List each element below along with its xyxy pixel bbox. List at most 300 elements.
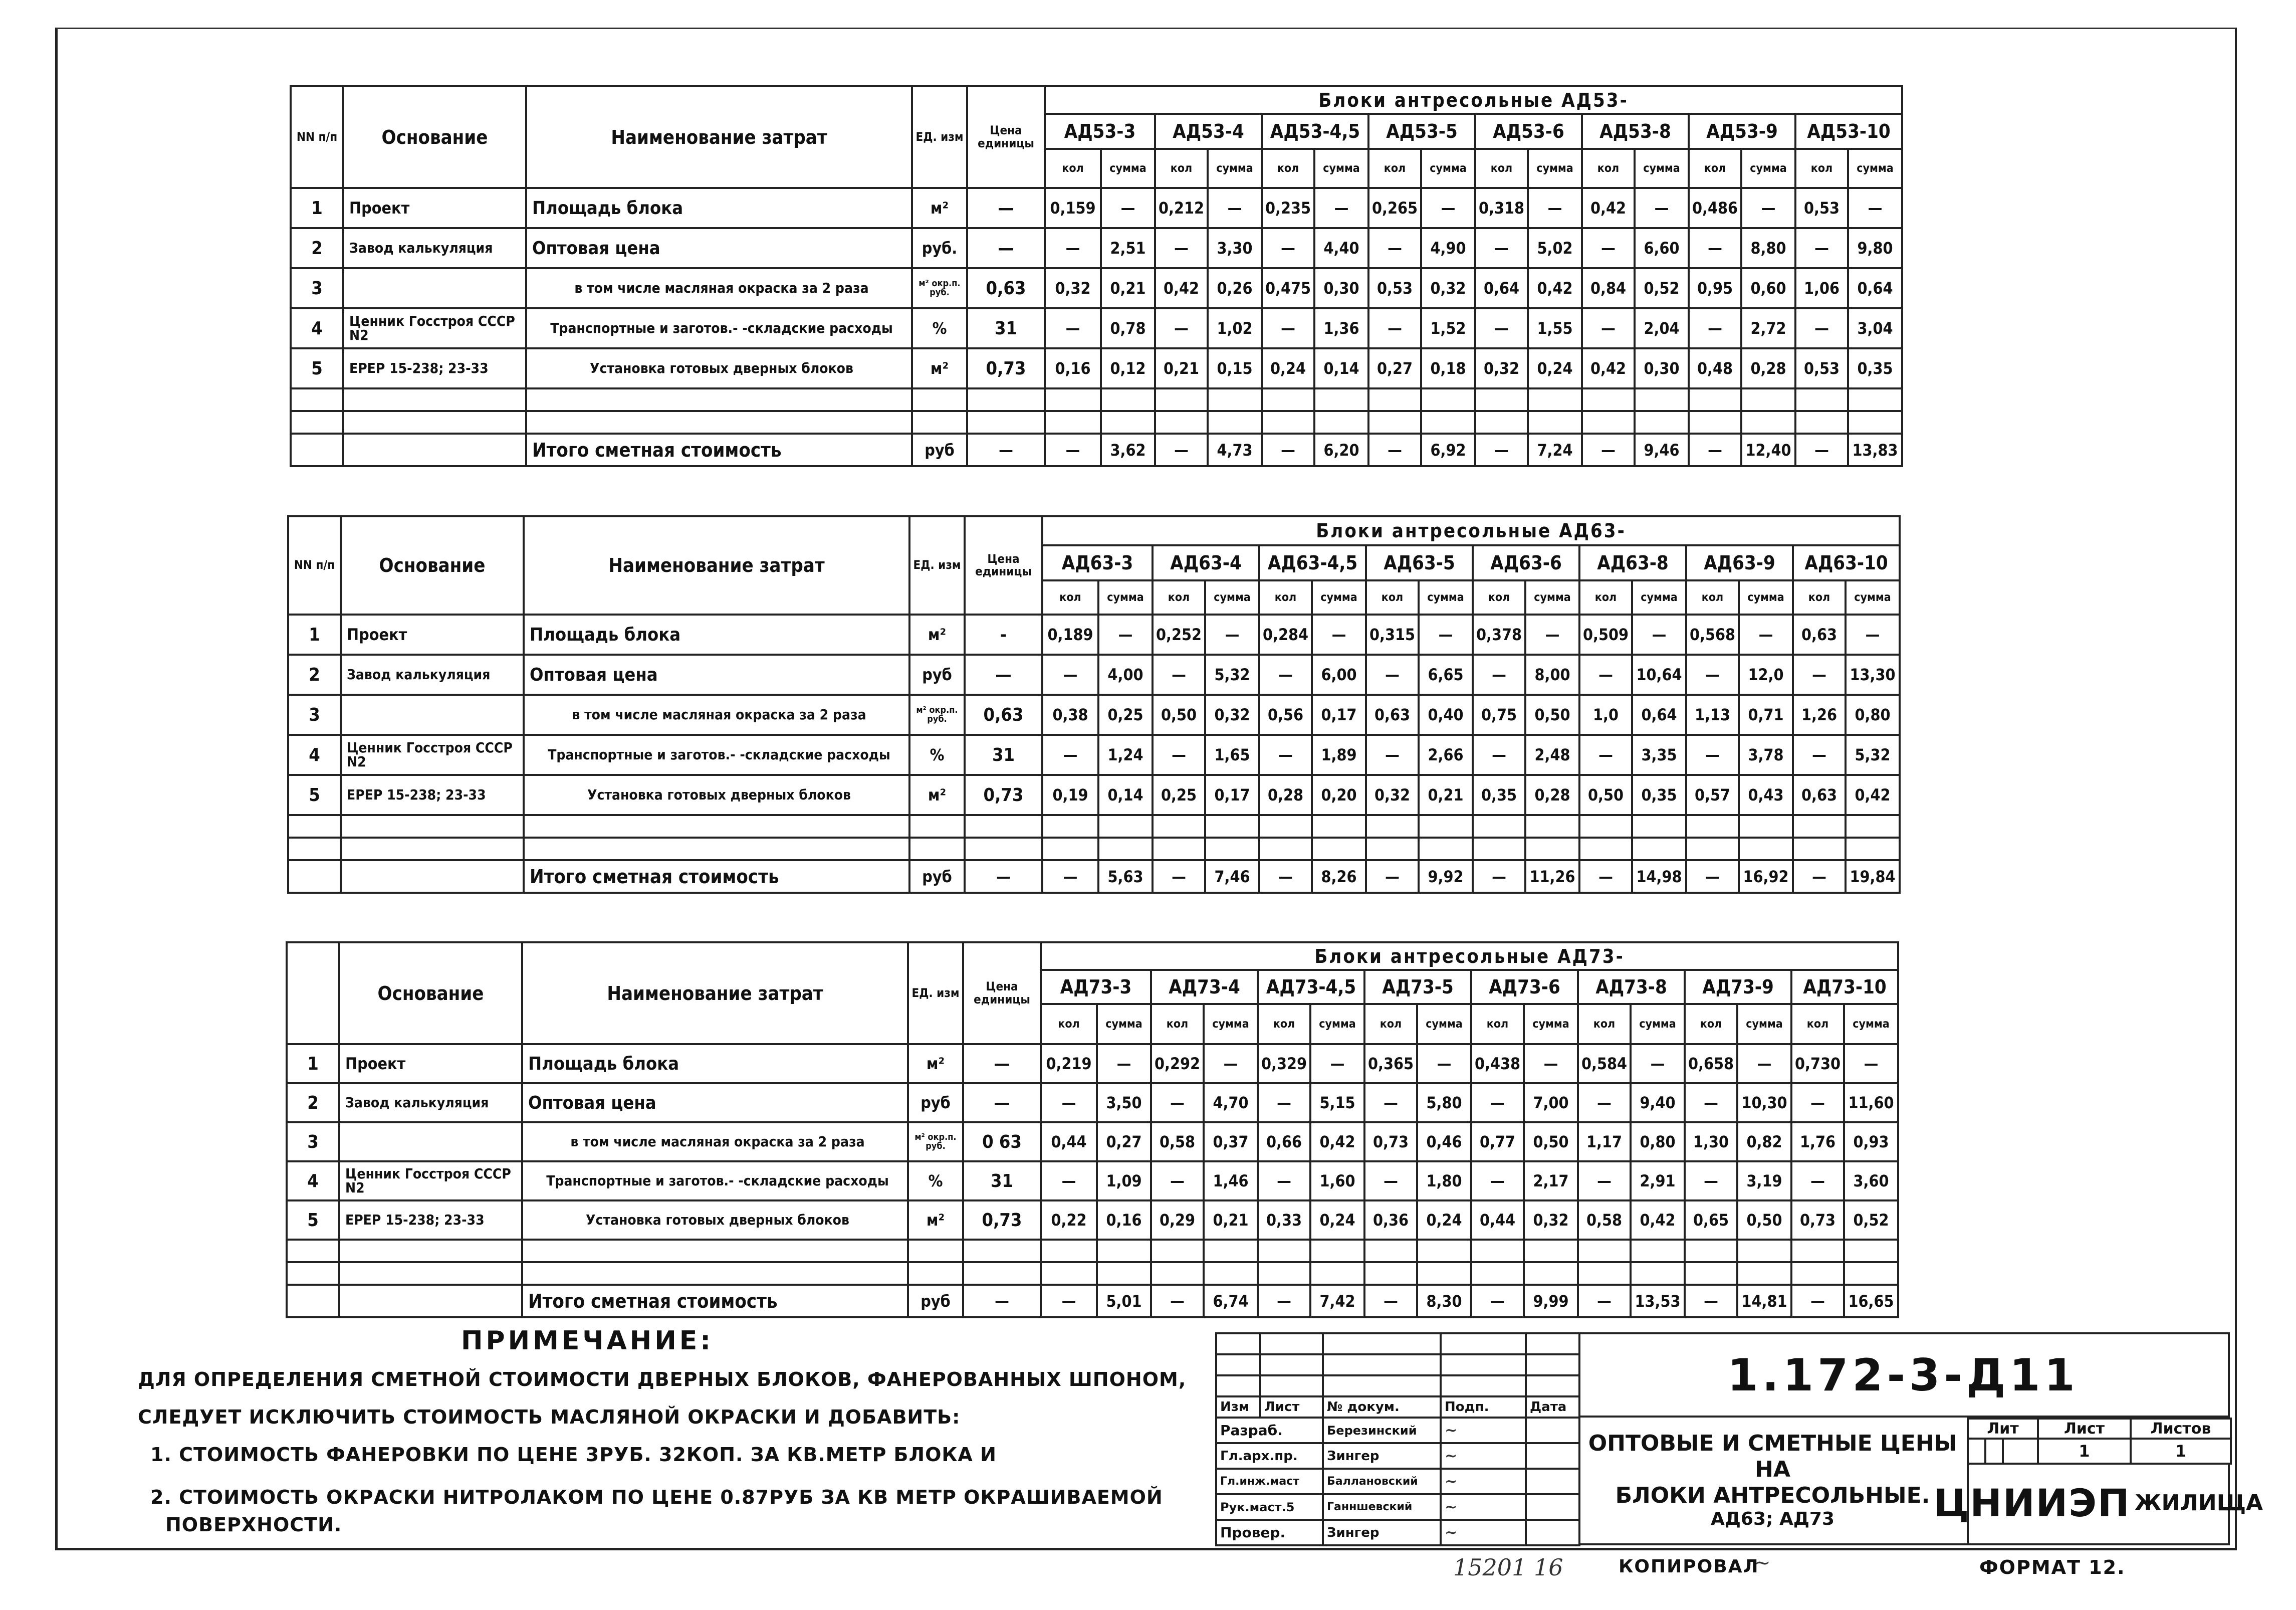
cell-kol: 0,584 bbox=[1578, 1044, 1631, 1083]
empty-cell bbox=[1632, 838, 1686, 860]
empty-cell bbox=[1791, 1262, 1844, 1285]
row-number: 2 bbox=[291, 228, 343, 268]
empty-cell bbox=[1795, 388, 1848, 411]
cell-summa: 5,80 bbox=[1417, 1083, 1471, 1122]
cell-summa: 0,14 bbox=[1314, 348, 1368, 388]
empty-cell bbox=[526, 411, 912, 434]
cell-kol: 0,378 bbox=[1473, 615, 1525, 655]
cell-kol: 0,568 bbox=[1686, 615, 1739, 655]
signature-1: ~ bbox=[1441, 1418, 1526, 1443]
row-ed-izm: % bbox=[908, 1161, 963, 1200]
signature-5: ~ bbox=[1441, 1520, 1526, 1545]
cell-kol: — bbox=[1795, 228, 1848, 268]
cell-kol: — bbox=[1685, 1161, 1737, 1200]
cell-summa: 0,50 bbox=[1524, 1122, 1578, 1161]
row-ed-izm: м² bbox=[909, 775, 965, 815]
empty-cell bbox=[1471, 1240, 1524, 1262]
total-summa: 9,99 bbox=[1524, 1285, 1578, 1317]
total-summa: 7,46 bbox=[1205, 860, 1259, 893]
total-summa: 8,26 bbox=[1312, 860, 1366, 893]
col-doc: № докум. bbox=[1323, 1396, 1441, 1418]
cell-summa: 3,35 bbox=[1632, 735, 1686, 775]
empty-cell bbox=[1417, 1240, 1471, 1262]
empty-cell bbox=[1686, 838, 1739, 860]
doc-title-line-4: АД63; АД73 bbox=[1711, 1509, 1834, 1530]
cell-summa: 0,32 bbox=[1421, 268, 1475, 308]
empty-cell bbox=[343, 388, 526, 411]
total-ed: руб bbox=[908, 1285, 963, 1317]
cell-summa: 0,24 bbox=[1417, 1200, 1471, 1240]
cell-summa: 5,32 bbox=[1846, 735, 1900, 775]
total-summa: 4,73 bbox=[1208, 434, 1262, 466]
row-naimenovanie: Оптовая цена bbox=[522, 1083, 908, 1122]
cell-kol: — bbox=[1258, 1083, 1310, 1122]
cell-summa: 9,40 bbox=[1631, 1083, 1685, 1122]
header-kol: кол bbox=[1579, 580, 1632, 615]
empty-cell bbox=[1153, 838, 1205, 860]
row-osnovanie bbox=[341, 695, 524, 735]
cell-summa: 0,64 bbox=[1848, 268, 1902, 308]
total-label: Итого сметная стоимость bbox=[526, 434, 912, 466]
cell-kol: — bbox=[1793, 735, 1846, 775]
empty-cell bbox=[288, 838, 341, 860]
total-summa: 13,53 bbox=[1631, 1285, 1685, 1317]
empty-cell bbox=[1524, 1262, 1578, 1285]
empty-cell bbox=[967, 388, 1045, 411]
row-naimenovanie: Установка готовых дверных блоков bbox=[524, 775, 909, 815]
empty-cell bbox=[287, 1240, 339, 1262]
header-kol: кол bbox=[1793, 580, 1846, 615]
cell-kol: — bbox=[1258, 1161, 1310, 1200]
total-osnovanie bbox=[341, 860, 524, 893]
cell-summa: 1,24 bbox=[1098, 735, 1153, 775]
header-summa: сумма bbox=[1314, 149, 1368, 188]
empty-cell bbox=[1631, 1262, 1685, 1285]
cell-kol: — bbox=[1041, 1161, 1097, 1200]
row-number: 3 bbox=[288, 695, 341, 735]
empty-cell bbox=[1473, 838, 1525, 860]
row-number: 5 bbox=[291, 348, 343, 388]
header-summa: сумма bbox=[1739, 580, 1793, 615]
cell-summa: — bbox=[1312, 615, 1366, 655]
cell-kol: 0,25 bbox=[1153, 775, 1205, 815]
cell-kol: 0,57 bbox=[1686, 775, 1739, 815]
cell-kol: 0,77 bbox=[1471, 1122, 1524, 1161]
note-line-4: 2. СТОИМОСТЬ ОКРАСКИ НИТРОЛАКОМ ПО ЦЕНЕ 0.87РУБ ЗА КВ МЕТР ОКРАШИВАЕМОЙ bbox=[150, 1486, 1163, 1508]
empty-cell bbox=[1848, 388, 1902, 411]
cell-kol: 0,53 bbox=[1795, 348, 1848, 388]
row-ed-izm: м² bbox=[912, 348, 967, 388]
cell-kol: 0,212 bbox=[1155, 188, 1208, 228]
cell-summa: 1,46 bbox=[1204, 1161, 1258, 1200]
total-kol: — bbox=[1262, 434, 1314, 466]
row-osnovanie: ЕРЕР 15-238; 23-33 bbox=[341, 775, 524, 815]
cell-summa: 2,72 bbox=[1741, 308, 1795, 348]
header-summa: сумма bbox=[1101, 149, 1155, 188]
cell-summa: — bbox=[1097, 1044, 1151, 1083]
header-naimenovanie: Наименование затрат bbox=[526, 86, 912, 188]
row-naimenovanie: Транспортные и заготов.- -складские расходы bbox=[522, 1161, 908, 1200]
cell-kol: 0,58 bbox=[1578, 1200, 1631, 1240]
empty-cell bbox=[1208, 388, 1262, 411]
total-kol: — bbox=[1151, 1285, 1204, 1317]
header-block-2: АД53-4 bbox=[1155, 114, 1262, 149]
cell-kol: — bbox=[1153, 735, 1205, 775]
header-cena: Цена единицы bbox=[965, 516, 1042, 615]
cell-kol: — bbox=[1582, 228, 1635, 268]
empty-cell bbox=[1635, 388, 1689, 411]
cell-kol: 0,75 bbox=[1473, 695, 1525, 735]
table-row bbox=[287, 1200, 1898, 1240]
role-razrab: Разраб. bbox=[1216, 1418, 1323, 1443]
total-kol: — bbox=[1793, 860, 1846, 893]
total-ed: руб bbox=[912, 434, 967, 466]
cell-kol: — bbox=[1791, 1161, 1844, 1200]
cell-kol: 0,36 bbox=[1364, 1200, 1417, 1240]
table-row bbox=[291, 308, 1902, 348]
header-block-1: АД63-3 bbox=[1042, 545, 1153, 580]
empty-cell bbox=[912, 388, 967, 411]
empty-cell bbox=[1791, 1240, 1844, 1262]
row-cena: — bbox=[963, 1044, 1041, 1083]
cell-summa: 0,28 bbox=[1525, 775, 1579, 815]
total-kol: — bbox=[1364, 1285, 1417, 1317]
header-cena: Цена единицы bbox=[967, 86, 1045, 188]
cell-summa: — bbox=[1419, 615, 1473, 655]
total-summa: 16,65 bbox=[1844, 1285, 1898, 1317]
total-kol: — bbox=[1153, 860, 1205, 893]
cell-summa: — bbox=[1739, 615, 1793, 655]
row-ed-izm: м² окр.п. руб. bbox=[912, 268, 967, 308]
cell-kol: 0,22 bbox=[1041, 1200, 1097, 1240]
empty-cell bbox=[524, 815, 909, 838]
cell-summa: 0,60 bbox=[1741, 268, 1795, 308]
role-glarh: Гл.арх.пр. bbox=[1216, 1443, 1323, 1469]
cell-kol: 0,19 bbox=[1042, 775, 1098, 815]
cell-summa: — bbox=[1848, 188, 1902, 228]
cell-summa: 0,46 bbox=[1417, 1122, 1471, 1161]
cell-summa: — bbox=[1314, 188, 1368, 228]
total-summa: 16,92 bbox=[1739, 860, 1793, 893]
cell-summa: 0,35 bbox=[1848, 348, 1902, 388]
col-data: Дата bbox=[1526, 1396, 1579, 1418]
doc-title-line-3: БЛОКИ АНТРЕСОЛЬНЫЕ. bbox=[1615, 1483, 1930, 1509]
cell-summa: 0,42 bbox=[1528, 268, 1582, 308]
cell-summa: 1,52 bbox=[1421, 308, 1475, 348]
empty-cell bbox=[288, 815, 341, 838]
total-label: Итого сметная стоимость bbox=[522, 1285, 908, 1317]
org-name: ЦНИИЭП bbox=[1933, 1481, 2131, 1525]
empty-cell bbox=[1685, 1240, 1737, 1262]
cell-kol: — bbox=[1471, 1161, 1524, 1200]
empty-cell bbox=[1739, 815, 1793, 838]
note-line-2: СЛЕДУЕТ ИСКЛЮЧИТЬ СТОИМОСТЬ МАСЛЯНОЙ ОКРАСКИ И ДОБАВИТЬ: bbox=[138, 1406, 961, 1428]
row-osnovanie: ЕРЕР 15-238; 23-33 bbox=[343, 348, 526, 388]
total-kol: — bbox=[1045, 434, 1101, 466]
cell-summa: 0,17 bbox=[1312, 695, 1366, 735]
role-glinzh: Гл.инж.маст bbox=[1216, 1469, 1323, 1494]
header-block-6: АД73-8 bbox=[1578, 970, 1685, 1004]
empty-cell bbox=[339, 1240, 522, 1262]
row-number: 4 bbox=[287, 1161, 339, 1200]
cell-kol: 0,42 bbox=[1582, 188, 1635, 228]
row-naimenovanie: Транспортные и заготов.- -складские расходы bbox=[526, 308, 912, 348]
row-number: 1 bbox=[287, 1044, 339, 1083]
cell-summa: 0,42 bbox=[1631, 1200, 1685, 1240]
name-ruk: Ганншевский bbox=[1323, 1494, 1441, 1520]
cell-kol: — bbox=[1368, 228, 1421, 268]
cell-kol: — bbox=[1475, 308, 1528, 348]
cost-table-ad63 bbox=[287, 515, 1901, 894]
cell-summa: 0,93 bbox=[1844, 1122, 1898, 1161]
cell-summa: — bbox=[1208, 188, 1262, 228]
signature-4: ~ bbox=[1441, 1494, 1526, 1520]
total-kol: — bbox=[1579, 860, 1632, 893]
empty-cell bbox=[1525, 838, 1579, 860]
total-kol: — bbox=[1791, 1285, 1844, 1317]
row-osnovanie: Завод калькуляция bbox=[339, 1083, 522, 1122]
cell-kol: 0,63 bbox=[1366, 695, 1419, 735]
cell-kol: 0,189 bbox=[1042, 615, 1098, 655]
total-osnovanie bbox=[339, 1285, 522, 1317]
header-summa: сумма bbox=[1205, 580, 1259, 615]
total-kol: — bbox=[1471, 1285, 1524, 1317]
empty-cell bbox=[291, 411, 343, 434]
cell-kol: — bbox=[1475, 228, 1528, 268]
cell-kol: 0,658 bbox=[1685, 1044, 1737, 1083]
empty-row bbox=[291, 388, 1902, 411]
row-ed-izm: м² bbox=[912, 188, 967, 228]
empty-cell bbox=[1155, 388, 1208, 411]
row-number: 4 bbox=[288, 735, 341, 775]
header-block-4: АД53-5 bbox=[1368, 114, 1475, 149]
cell-summa: — bbox=[1524, 1044, 1578, 1083]
cell-kol: 0,292 bbox=[1151, 1044, 1204, 1083]
cell-kol: — bbox=[1364, 1161, 1417, 1200]
total-summa: 7,42 bbox=[1310, 1285, 1364, 1317]
empty-cell bbox=[1204, 1240, 1258, 1262]
total-kol: — bbox=[1685, 1285, 1737, 1317]
empty-cell bbox=[1579, 815, 1632, 838]
row-cena: — bbox=[963, 1083, 1041, 1122]
cell-kol: — bbox=[1685, 1083, 1737, 1122]
empty-cell bbox=[524, 838, 909, 860]
empty-cell bbox=[1258, 1262, 1310, 1285]
empty-cell bbox=[1578, 1262, 1631, 1285]
row-number: 4 bbox=[291, 308, 343, 348]
row-ed-izm: м² окр.п. руб. bbox=[908, 1122, 963, 1161]
signature-2: ~ bbox=[1441, 1443, 1526, 1469]
header-block-group: Блоки антресольные АД73- bbox=[1041, 942, 1898, 970]
total-summa: 8,30 bbox=[1417, 1285, 1471, 1317]
cell-summa: 0,32 bbox=[1205, 695, 1259, 735]
empty-cell bbox=[1312, 838, 1366, 860]
total-summa: 5,63 bbox=[1098, 860, 1153, 893]
empty-cell bbox=[1582, 411, 1635, 434]
cell-kol: 0,44 bbox=[1041, 1122, 1097, 1161]
empty-cell bbox=[909, 815, 965, 838]
empty-cell bbox=[1151, 1262, 1204, 1285]
empty-cell bbox=[1101, 411, 1155, 434]
empty-cell bbox=[1417, 1262, 1471, 1285]
row-naimenovanie: Оптовая цена bbox=[526, 228, 912, 268]
listov-value: 1 bbox=[2131, 1439, 2231, 1464]
table-row bbox=[288, 775, 1900, 815]
cell-summa: — bbox=[1204, 1044, 1258, 1083]
name-prover: Зингер bbox=[1323, 1520, 1441, 1545]
header-block-8: АД53-10 bbox=[1795, 114, 1902, 149]
cell-summa: 0,26 bbox=[1208, 268, 1262, 308]
cell-kol: 0,24 bbox=[1262, 348, 1314, 388]
total-cena: — bbox=[965, 860, 1042, 893]
table-row bbox=[287, 1122, 1898, 1161]
total-cena: — bbox=[967, 434, 1045, 466]
cell-kol: — bbox=[1262, 228, 1314, 268]
name-razrab: Березинский bbox=[1323, 1418, 1441, 1443]
row-naimenovanie: в том числе масляная окраска за 2 раза bbox=[526, 268, 912, 308]
empty-cell bbox=[909, 838, 965, 860]
empty-cell bbox=[1741, 388, 1795, 411]
empty-cell bbox=[1525, 815, 1579, 838]
name-glinzh: Баллановский bbox=[1323, 1469, 1441, 1494]
cell-summa: 6,65 bbox=[1419, 655, 1473, 695]
cell-kol: — bbox=[1153, 655, 1205, 695]
total-summa: 6,20 bbox=[1314, 434, 1368, 466]
empty-cell bbox=[1310, 1262, 1364, 1285]
header-summa: сумма bbox=[1098, 580, 1153, 615]
cell-kol: — bbox=[1151, 1161, 1204, 1200]
cell-kol: 0,27 bbox=[1368, 348, 1421, 388]
row-number: 5 bbox=[287, 1200, 339, 1240]
header-nn bbox=[287, 942, 339, 1044]
header-kol: кол bbox=[1368, 149, 1421, 188]
table-row bbox=[288, 615, 1900, 655]
copied-label: КОПИРОВАЛ bbox=[1619, 1556, 1759, 1577]
empty-cell bbox=[1579, 838, 1632, 860]
header-osnovanie: Основание bbox=[341, 516, 524, 615]
header-kol: кол bbox=[1366, 580, 1419, 615]
total-summa: 9,92 bbox=[1419, 860, 1473, 893]
header-block-8: АД63-10 bbox=[1793, 545, 1900, 580]
header-cena: Цена единицы bbox=[963, 942, 1041, 1044]
cell-summa: 5,15 bbox=[1310, 1083, 1364, 1122]
cell-kol: 0,318 bbox=[1475, 188, 1528, 228]
header-block-3: АД63-4,5 bbox=[1259, 545, 1366, 580]
header-nn: NN п/п bbox=[288, 516, 341, 615]
row-osnovanie bbox=[343, 268, 526, 308]
cost-table-ad53 bbox=[290, 85, 1903, 467]
empty-row bbox=[288, 815, 1900, 838]
cell-summa: 5,02 bbox=[1528, 228, 1582, 268]
cell-kol: — bbox=[1259, 735, 1312, 775]
note-title: ПРИМЕЧАНИЕ: bbox=[461, 1326, 714, 1356]
col-list: Лист bbox=[1260, 1396, 1323, 1418]
org-block bbox=[1933, 1463, 2263, 1545]
cell-kol: 0,73 bbox=[1791, 1200, 1844, 1240]
cell-kol: 0,265 bbox=[1368, 188, 1421, 228]
empty-cell bbox=[1741, 411, 1795, 434]
empty-cell bbox=[963, 1240, 1041, 1262]
table-row bbox=[291, 228, 1902, 268]
empty-cell bbox=[1846, 815, 1900, 838]
cell-kol: 0,329 bbox=[1258, 1044, 1310, 1083]
cell-summa: — bbox=[1737, 1044, 1791, 1083]
row-ed-izm: руб bbox=[908, 1083, 963, 1122]
header-summa: сумма bbox=[1631, 1004, 1685, 1044]
total-kol: — bbox=[1795, 434, 1848, 466]
cell-kol: 0,315 bbox=[1366, 615, 1419, 655]
row-cena: — bbox=[965, 655, 1042, 695]
row-osnovanie: Завод калькуляция bbox=[343, 228, 526, 268]
row-ed-izm: руб. bbox=[912, 228, 967, 268]
doc-title-line-2: НА bbox=[1755, 1457, 1790, 1483]
cell-kol: 1,13 bbox=[1686, 695, 1739, 735]
cell-summa: 0,24 bbox=[1528, 348, 1582, 388]
cell-summa: 11,60 bbox=[1844, 1083, 1898, 1122]
empty-cell bbox=[1689, 388, 1741, 411]
cell-summa: 0,64 bbox=[1632, 695, 1686, 735]
cell-kol: 0,44 bbox=[1471, 1200, 1524, 1240]
cell-kol: 0,53 bbox=[1795, 188, 1848, 228]
cell-summa: 0,21 bbox=[1101, 268, 1155, 308]
cell-summa: 0,52 bbox=[1635, 268, 1689, 308]
cell-kol: — bbox=[1151, 1083, 1204, 1122]
cell-kol: — bbox=[1686, 655, 1739, 695]
cell-summa: 0,27 bbox=[1097, 1122, 1151, 1161]
row-number: 3 bbox=[291, 268, 343, 308]
cell-kol: 0,63 bbox=[1793, 615, 1846, 655]
cell-summa: — bbox=[1098, 615, 1153, 655]
row-number: 1 bbox=[291, 188, 343, 228]
cell-kol: 1,30 bbox=[1685, 1122, 1737, 1161]
cell-kol: — bbox=[1795, 308, 1848, 348]
empty-cell bbox=[1312, 815, 1366, 838]
header-block-6: АД63-8 bbox=[1579, 545, 1686, 580]
cell-summa: 9,80 bbox=[1848, 228, 1902, 268]
empty-cell bbox=[1098, 838, 1153, 860]
cell-summa: 0,14 bbox=[1098, 775, 1153, 815]
cell-summa: 2,91 bbox=[1631, 1161, 1685, 1200]
total-osnovanie bbox=[343, 434, 526, 466]
header-summa: сумма bbox=[1419, 580, 1473, 615]
total-cena: — bbox=[963, 1285, 1041, 1317]
cell-summa: 10,64 bbox=[1632, 655, 1686, 695]
cell-kol: 0,509 bbox=[1579, 615, 1632, 655]
table-row bbox=[287, 1161, 1898, 1200]
empty-cell bbox=[1582, 388, 1635, 411]
header-summa: сумма bbox=[1421, 149, 1475, 188]
cell-kol: 0,58 bbox=[1151, 1122, 1204, 1161]
col-izm: Изм bbox=[1216, 1396, 1260, 1418]
cell-kol: 0,16 bbox=[1045, 348, 1101, 388]
cell-kol: 0,42 bbox=[1155, 268, 1208, 308]
cell-summa: 4,40 bbox=[1314, 228, 1368, 268]
cell-summa: 1,65 bbox=[1205, 735, 1259, 775]
cell-kol: — bbox=[1578, 1083, 1631, 1122]
empty-cell bbox=[1631, 1240, 1685, 1262]
cell-kol: — bbox=[1155, 308, 1208, 348]
header-ed-izm: ЕД. изм bbox=[908, 942, 963, 1044]
row-cena: 0,63 bbox=[967, 268, 1045, 308]
header-kol: кол bbox=[1258, 1004, 1310, 1044]
header-summa: сумма bbox=[1741, 149, 1795, 188]
row-naimenovanie: Установка готовых дверных блоков bbox=[522, 1200, 908, 1240]
cell-summa: 3,60 bbox=[1844, 1161, 1898, 1200]
row-cena: 31 bbox=[965, 735, 1042, 775]
header-kol: кол bbox=[1689, 149, 1741, 188]
row-number: 2 bbox=[288, 655, 341, 695]
header-block-5: АД73-6 bbox=[1471, 970, 1578, 1004]
